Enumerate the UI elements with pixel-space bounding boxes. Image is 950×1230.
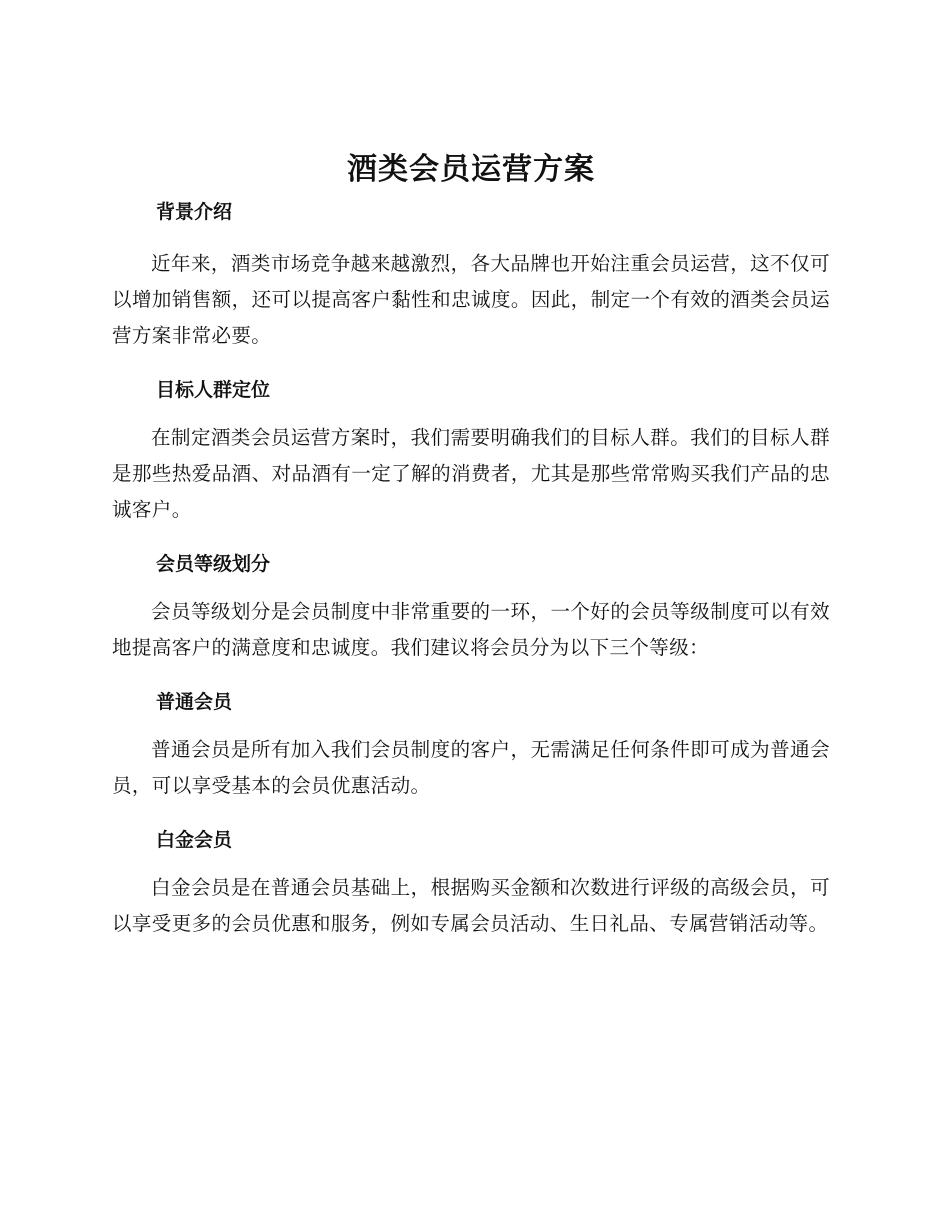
document-title: 酒类会员运营方案 [347, 152, 595, 187]
section-body-target-audience: 在制定酒类会员运营方案时，我们需要明确我们的目标人群。我们的目标人群是那些热爱品酒、对品酒有一定了解的消费者，尤其是那些常常购买我们产品的忠诚客户。 [112, 426, 830, 521]
section-body-member-tiers: 会员等级划分是会员制度中非常重要的一环，一个好的会员等级制度可以有效地提高客户的满意度和忠诚度。我们建议将会员分为以下三个等级： [112, 600, 830, 659]
section-body-background: 近年来，酒类市场竞争越来越激烈，各大品牌也开始注重会员运营，这不仅可以增加销售额，还可以提高客户黏性和忠诚度。因此，制定一个有效的酒类会员运营方案非常必要。 [112, 252, 830, 347]
section-heading-regular-member: 普通会员 [156, 691, 233, 713]
section-heading-background: 背景介绍 [156, 201, 233, 223]
document-page [112, 150, 830, 964]
section-heading-platinum-member: 白金会员 [156, 829, 233, 851]
section-body-platinum-member: 白金会员是在普通会员基础上，根据购买金额和次数进行评级的高级会员，可以享受更多的会员优惠和服务，例如专属会员活动、生日礼品、专属营销活动等。 [112, 876, 830, 935]
section-body-regular-member: 普通会员是所有加入我们会员制度的客户，无需满足任何条件即可成为普通会员，可以享受基本的会员优惠活动。 [112, 738, 830, 797]
section-heading-target-audience: 目标人群定位 [156, 379, 271, 401]
section-heading-member-tiers: 会员等级划分 [156, 553, 271, 575]
